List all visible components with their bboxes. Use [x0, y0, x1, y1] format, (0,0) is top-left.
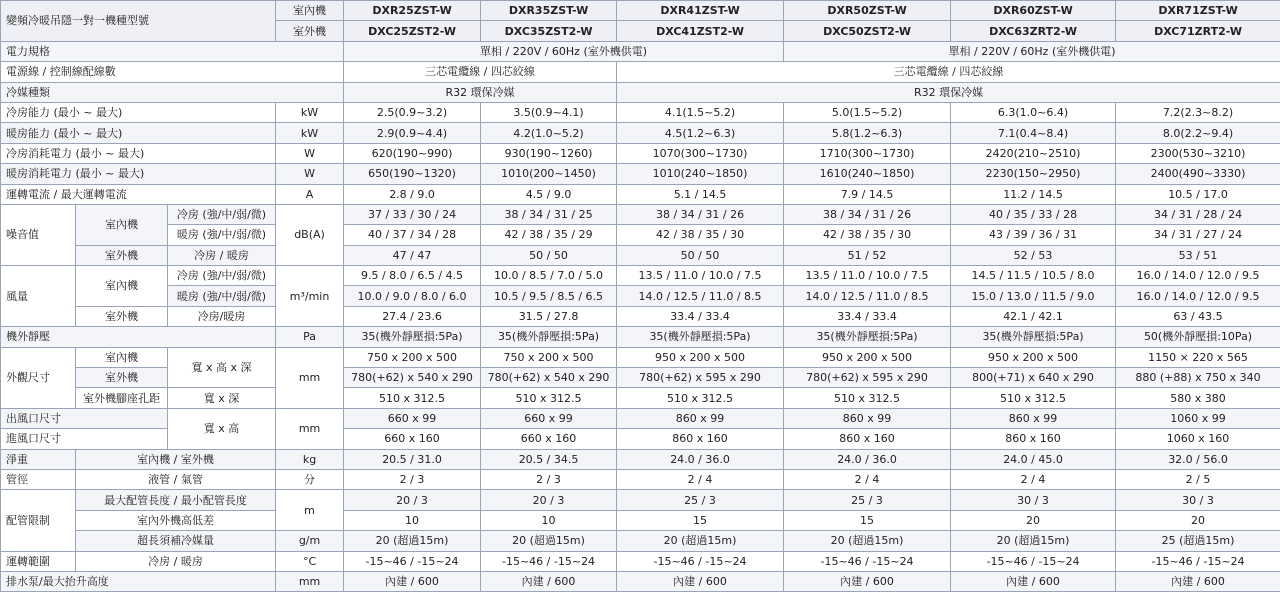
cell: 35(機外靜壓損:5Pa)	[784, 327, 951, 347]
cell: 內建 / 600	[344, 571, 481, 591]
cell: 7.2(2.3~8.2)	[1116, 102, 1280, 122]
cell: 20 (超過15m)	[617, 531, 784, 551]
outdoor-model: DXC25ZST2-W	[344, 21, 481, 41]
cell: 1610(240~1850)	[784, 164, 951, 184]
cell: 1010(240~1850)	[617, 164, 784, 184]
mode-label: 寬 x 深	[168, 388, 276, 408]
mode-label: 暖房 (強/中/弱/微)	[168, 225, 276, 245]
table-row	[1, 143, 1280, 163]
cell: 4.1(1.5~5.2)	[617, 102, 784, 122]
cell: 38 / 34 / 31 / 25	[481, 204, 617, 224]
mode-label: 冷房/暖房	[168, 306, 276, 326]
table-row	[1, 551, 1280, 571]
cell: 三芯電纜線 / 四芯絞線	[344, 62, 617, 82]
cell: 25 (超過15m)	[1116, 531, 1280, 551]
cell: 860 x 99	[784, 408, 951, 428]
cell: 4.2(1.0~5.2)	[481, 123, 617, 143]
cell: 38 / 34 / 31 / 26	[617, 204, 784, 224]
table-row	[1, 469, 1280, 489]
sub-label: 室外機	[76, 245, 168, 265]
mode-label: 冷房 (強/中/弱/微)	[168, 266, 276, 286]
cell: 20 (超過15m)	[344, 531, 481, 551]
row-label: 機外靜壓	[1, 327, 276, 347]
cell: 8.0(2.2~9.4)	[1116, 123, 1280, 143]
cell: 51 / 52	[784, 245, 951, 265]
cell: 35(機外靜壓損:5Pa)	[344, 327, 481, 347]
table-row	[1, 225, 1280, 245]
cell: 650(190~1320)	[344, 164, 481, 184]
cell: 42 / 38 / 35 / 29	[481, 225, 617, 245]
indoor-model: DXR35ZST-W	[481, 1, 617, 21]
outdoor-model: DXC41ZST2-W	[617, 21, 784, 41]
table-row	[1, 571, 1280, 591]
cell: -15~46 / -15~24	[1116, 551, 1280, 571]
cell: 9.5 / 8.0 / 6.5 / 4.5	[344, 266, 481, 286]
cell: 15	[617, 510, 784, 530]
cell: 510 x 312.5	[951, 388, 1116, 408]
cell: 860 x 99	[617, 408, 784, 428]
cell: 750 x 200 x 500	[344, 347, 481, 367]
cell: 20 / 3	[344, 490, 481, 510]
cell: 2.8 / 9.0	[344, 184, 481, 204]
cell: 5.8(1.2~6.3)	[784, 123, 951, 143]
cell: 37 / 33 / 30 / 24	[344, 204, 481, 224]
cell: R32 環保冷媒	[617, 82, 1280, 102]
cell: 620(190~990)	[344, 143, 481, 163]
cell: 580 x 380	[1116, 388, 1280, 408]
row-label: 風量	[1, 266, 76, 327]
cell: 4.5(1.2~6.3)	[617, 123, 784, 143]
cell: 20.5 / 34.5	[481, 449, 617, 469]
row-label: 冷房消耗電力 (最小 ~ 最大)	[1, 143, 276, 163]
cell: 510 x 312.5	[784, 388, 951, 408]
cell: 52 / 53	[951, 245, 1116, 265]
cell: 510 x 312.5	[481, 388, 617, 408]
unit-cell: 分	[276, 469, 344, 489]
cell: 13.5 / 11.0 / 10.0 / 7.5	[784, 266, 951, 286]
row-label: 冷媒種類	[1, 82, 344, 102]
cell: 43 / 39 / 36 / 31	[951, 225, 1116, 245]
cell: -15~46 / -15~24	[344, 551, 481, 571]
cell: 25 / 3	[617, 490, 784, 510]
cell: 2 / 3	[481, 469, 617, 489]
unit-cell: mm	[276, 571, 344, 591]
table-row	[1, 164, 1280, 184]
cell: 14.0 / 12.5 / 11.0 / 8.5	[784, 286, 951, 306]
cell: -15~46 / -15~24	[481, 551, 617, 571]
cell: 2 / 4	[784, 469, 951, 489]
cell: 860 x 160	[617, 429, 784, 449]
cell: 內建 / 600	[951, 571, 1116, 591]
sub-label: 室外機	[76, 368, 168, 388]
cell: 15	[784, 510, 951, 530]
sub-label: 室內機	[76, 204, 168, 245]
cell: 860 x 99	[951, 408, 1116, 428]
row-label: 配管限制	[1, 490, 76, 551]
row-label: 排水泵/最大抬升高度	[1, 571, 276, 591]
sub-label: 室內機	[76, 347, 168, 367]
cell: 33.4 / 33.4	[784, 306, 951, 326]
mode-label: 冷房 / 暖房	[168, 245, 276, 265]
unit-cell: dB(A)	[276, 204, 344, 265]
table-row	[1, 266, 1280, 286]
sub-label: 室外機	[76, 306, 168, 326]
cell: 4.5 / 9.0	[481, 184, 617, 204]
cell: 27.4 / 23.6	[344, 306, 481, 326]
sub-label: 室外機腳座孔距	[76, 388, 168, 408]
cell: 34 / 31 / 27 / 24	[1116, 225, 1280, 245]
table-row	[1, 286, 1280, 306]
cell: 1010(200~1450)	[481, 164, 617, 184]
indoor-model: DXR71ZST-W	[1116, 1, 1280, 21]
table-row	[1, 388, 1280, 408]
cell: 780(+62) x 595 x 290	[784, 368, 951, 388]
cell: 780(+62) x 540 x 290	[344, 368, 481, 388]
cell: 10.5 / 9.5 / 8.5 / 6.5	[481, 286, 617, 306]
cell: 780(+62) x 595 x 290	[617, 368, 784, 388]
outdoor-model: DXC63ZRT2-W	[951, 21, 1116, 41]
cell: 35(機外靜壓損:5Pa)	[481, 327, 617, 347]
cell: 660 x 160	[481, 429, 617, 449]
outdoor-model: DXC35ZST2-W	[481, 21, 617, 41]
cell: 20	[1116, 510, 1280, 530]
cell: 950 x 200 x 500	[784, 347, 951, 367]
row-label: 出風口尺寸	[1, 408, 168, 428]
cell: 1070(300~1730)	[617, 143, 784, 163]
cell: 6.3(1.0~6.4)	[951, 102, 1116, 122]
cell: -15~46 / -15~24	[617, 551, 784, 571]
cell: 20 / 3	[481, 490, 617, 510]
table-row	[1, 62, 1280, 82]
cell: 950 x 200 x 500	[951, 347, 1116, 367]
cell: 930(190~1260)	[481, 143, 617, 163]
sub-label: 室內機	[76, 266, 168, 307]
cell: 42 / 38 / 35 / 30	[617, 225, 784, 245]
table-title: 變頻冷暖吊隱一對一機種型號	[1, 1, 276, 42]
table-row	[1, 408, 1280, 428]
cell: 內建 / 600	[784, 571, 951, 591]
cell: 10	[481, 510, 617, 530]
cell: 2420(210~2510)	[951, 143, 1116, 163]
unit-cell: m³/min	[276, 266, 344, 327]
outdoor-model: DXC50ZST2-W	[784, 21, 951, 41]
indoor-model: DXR41ZST-W	[617, 1, 784, 21]
row-label: 暖房能力 (最小 ~ 最大)	[1, 123, 276, 143]
row-label: 暖房消耗電力 (最小 ~ 最大)	[1, 164, 276, 184]
cell: 2.9(0.9~4.4)	[344, 123, 481, 143]
cell: 24.0 / 45.0	[951, 449, 1116, 469]
cell: 1150 × 220 x 565	[1116, 347, 1280, 367]
cell: 7.9 / 14.5	[784, 184, 951, 204]
cell: 24.0 / 36.0	[784, 449, 951, 469]
cell: 內建 / 600	[1116, 571, 1280, 591]
table-row	[1, 347, 1280, 367]
outdoor-unit-label: 室外機	[276, 21, 344, 41]
table-row	[1, 531, 1280, 551]
unit-cell: g/m	[276, 531, 344, 551]
cell: -15~46 / -15~24	[951, 551, 1116, 571]
cell: 2300(530~3210)	[1116, 143, 1280, 163]
cell: 34 / 31 / 28 / 24	[1116, 204, 1280, 224]
table-row	[1, 41, 1280, 61]
cell: 13.5 / 11.0 / 10.0 / 7.5	[617, 266, 784, 286]
cell: 50 / 50	[617, 245, 784, 265]
cell: 25 / 3	[784, 490, 951, 510]
unit-cell: Pa	[276, 327, 344, 347]
table-row	[1, 82, 1280, 102]
cell: 16.0 / 14.0 / 12.0 / 9.5	[1116, 266, 1280, 286]
sub-label: 室內機 / 室外機	[76, 449, 276, 469]
cell: 660 x 160	[344, 429, 481, 449]
cell: 三芯電纜線 / 四芯絞線	[617, 62, 1280, 82]
cell: 2 / 4	[617, 469, 784, 489]
cell: 880 (+88) x 750 x 340	[1116, 368, 1280, 388]
cell: 10.0 / 8.5 / 7.0 / 5.0	[481, 266, 617, 286]
cell: 2.5(0.9~3.2)	[344, 102, 481, 122]
cell: 30 / 3	[951, 490, 1116, 510]
unit-cell: °C	[276, 551, 344, 571]
cell: 2 / 3	[344, 469, 481, 489]
cell: 24.0 / 36.0	[617, 449, 784, 469]
table-row	[1, 204, 1280, 224]
cell: 660 x 99	[344, 408, 481, 428]
table-row	[1, 123, 1280, 143]
mode-label: 寬 x 高 x 深	[168, 347, 276, 388]
cell: 510 x 312.5	[344, 388, 481, 408]
row-label: 噪音值	[1, 204, 76, 265]
cell: 1710(300~1730)	[784, 143, 951, 163]
cell: 47 / 47	[344, 245, 481, 265]
cell: 50(機外靜壓損:10Pa)	[1116, 327, 1280, 347]
cell: 30 / 3	[1116, 490, 1280, 510]
unit-cell: kW	[276, 102, 344, 122]
table-row	[1, 184, 1280, 204]
cell: 33.4 / 33.4	[617, 306, 784, 326]
cell: R32 環保冷媒	[344, 82, 617, 102]
cell: 2400(490~3330)	[1116, 164, 1280, 184]
unit-cell: kW	[276, 123, 344, 143]
unit-cell: mm	[276, 347, 344, 408]
cell: 32.0 / 56.0	[1116, 449, 1280, 469]
table-row	[1, 102, 1280, 122]
row-label: 運轉範圍	[1, 551, 76, 571]
table-row	[1, 306, 1280, 326]
cell: 10.5 / 17.0	[1116, 184, 1280, 204]
cell: 7.1(0.4~8.4)	[951, 123, 1116, 143]
cell: 950 x 200 x 500	[617, 347, 784, 367]
cell: 3.5(0.9~4.1)	[481, 102, 617, 122]
row-label: 電源線 / 控制線配線數	[1, 62, 344, 82]
mode-label: 寬 x 高	[168, 408, 276, 449]
cell: 10.0 / 9.0 / 8.0 / 6.0	[344, 286, 481, 306]
cell: 35(機外靜壓損:5Pa)	[617, 327, 784, 347]
cell: -15~46 / -15~24	[784, 551, 951, 571]
row-label: 管徑	[1, 469, 76, 489]
indoor-model: DXR50ZST-W	[784, 1, 951, 21]
sub-label: 冷房 / 暖房	[76, 551, 276, 571]
sub-label: 液管 / 氣管	[76, 469, 276, 489]
cell: 860 x 160	[951, 429, 1116, 449]
mode-label: 冷房 (強/中/弱/微)	[168, 204, 276, 224]
indoor-unit-label: 室內機	[276, 1, 344, 21]
sub-label: 室內外機高低差	[76, 510, 276, 530]
cell: 1060 x 160	[1116, 429, 1280, 449]
indoor-model: DXR60ZST-W	[951, 1, 1116, 21]
row-label: 電力規格	[1, 41, 344, 61]
cell: 2 / 4	[951, 469, 1116, 489]
unit-cell: mm	[276, 408, 344, 449]
cell: 單相 / 220V / 60Hz (室外機供電)	[344, 41, 784, 61]
cell: 5.0(1.5~5.2)	[784, 102, 951, 122]
row-label: 淨重	[1, 449, 76, 469]
cell: 單相 / 220V / 60Hz (室外機供電)	[784, 41, 1280, 61]
cell: 20	[951, 510, 1116, 530]
cell: 20 (超過15m)	[481, 531, 617, 551]
cell: 50 / 50	[481, 245, 617, 265]
header-indoor-row	[1, 1, 1280, 21]
cell: 15.0 / 13.0 / 11.5 / 9.0	[951, 286, 1116, 306]
cell: 2 / 5	[1116, 469, 1280, 489]
cell: 860 x 160	[784, 429, 951, 449]
cell: 35(機外靜壓損:5Pa)	[951, 327, 1116, 347]
unit-cell: kg	[276, 449, 344, 469]
cell: 42 / 38 / 35 / 30	[784, 225, 951, 245]
row-label: 冷房能力 (最小 ~ 最大)	[1, 102, 276, 122]
cell: 63 / 43.5	[1116, 306, 1280, 326]
unit-cell: W	[276, 143, 344, 163]
cell: 53 / 51	[1116, 245, 1280, 265]
cell: 40 / 37 / 34 / 28	[344, 225, 481, 245]
table-row	[1, 327, 1280, 347]
cell: 40 / 35 / 33 / 28	[951, 204, 1116, 224]
table-row	[1, 449, 1280, 469]
cell: 42.1 / 42.1	[951, 306, 1116, 326]
unit-cell: W	[276, 164, 344, 184]
table-row	[1, 490, 1280, 510]
cell: 內建 / 600	[617, 571, 784, 591]
cell: 780(+62) x 540 x 290	[481, 368, 617, 388]
cell: 660 x 99	[481, 408, 617, 428]
outdoor-model: DXC71ZRT2-W	[1116, 21, 1280, 41]
unit-cell: A	[276, 184, 344, 204]
cell: 38 / 34 / 31 / 26	[784, 204, 951, 224]
cell: 800(+71) x 640 x 290	[951, 368, 1116, 388]
cell: 1060 x 99	[1116, 408, 1280, 428]
cell: 510 x 312.5	[617, 388, 784, 408]
cell: 750 x 200 x 500	[481, 347, 617, 367]
cell: 14.5 / 11.5 / 10.5 / 8.0	[951, 266, 1116, 286]
cell: 20 (超過15m)	[951, 531, 1116, 551]
table-row	[1, 245, 1280, 265]
unit-cell: m	[276, 490, 344, 531]
cell: 14.0 / 12.5 / 11.0 / 8.5	[617, 286, 784, 306]
cell: 20 (超過15m)	[784, 531, 951, 551]
sub-label: 超長須補冷媒量	[76, 531, 276, 551]
cell: 內建 / 600	[481, 571, 617, 591]
cell: 20.5 / 31.0	[344, 449, 481, 469]
table-row	[1, 510, 1280, 530]
row-label: 外觀尺寸	[1, 347, 76, 408]
cell: 5.1 / 14.5	[617, 184, 784, 204]
row-label: 運轉電流 / 最大運轉電流	[1, 184, 276, 204]
row-label: 進風口尺寸	[1, 429, 168, 449]
cell: 31.5 / 27.8	[481, 306, 617, 326]
cell: 16.0 / 14.0 / 12.0 / 9.5	[1116, 286, 1280, 306]
indoor-model: DXR25ZST-W	[344, 1, 481, 21]
cell: 10	[344, 510, 481, 530]
cell: 11.2 / 14.5	[951, 184, 1116, 204]
mode-label: 暖房 (強/中/弱/微)	[168, 286, 276, 306]
cell: 2230(150~2950)	[951, 164, 1116, 184]
sub-label: 最大配管長度 / 最小配管長度	[76, 490, 276, 510]
